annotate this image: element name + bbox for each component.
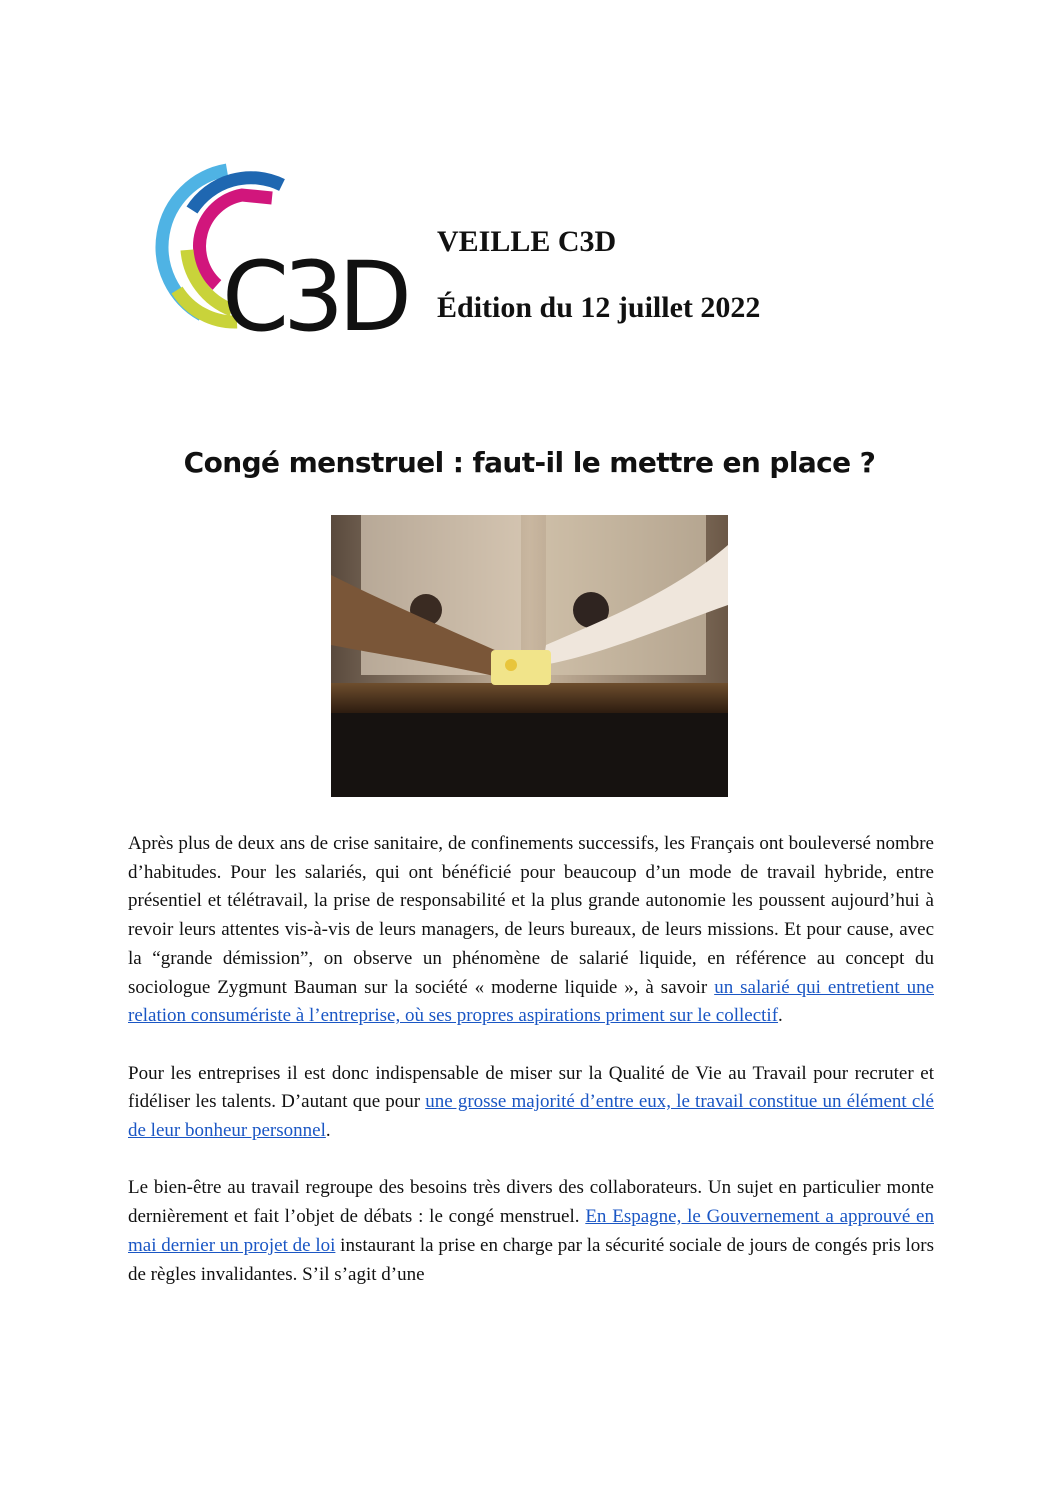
paragraph-3: Le bien-être au travail regroupe des besoins très divers des collaborateurs. Un sujet en particulier monte dernièrement et fait l’objet de débats : le congé menstruel. En Espagne, le Gouvernement a approuvé en mai dernier un projet de loi instaurant la prise en charge par la sécurité sociale de jours de congés pris lors de règles invalidantes. S’il s’agit d’une	[128, 1177, 934, 1285]
paragraph-2: Pour les entreprises il est donc indispensable de miser sur la Qualité de Vie au Travail pour recruter et fidéliser les talents. D’autant que pour une grosse majorité d’entre eux, le travail constitue un élément clé de leur bonheur personnel.	[128, 1062, 934, 1142]
link-espagne-projet-loi[interactable]: En Espagne, le Gouvernement a approuvé en mai dernier un projet de loi	[128, 1206, 934, 1256]
article-body	[128, 830, 934, 1318]
article-title: Congé menstruel : faut-il le mettre en place ?	[183, 446, 876, 479]
logo-text: C3D	[222, 241, 407, 353]
edition-date: Édition du 12 juillet 2022	[437, 291, 761, 324]
paragraph-1: Après plus de deux ans de crise sanitaire, de confinements successifs, les Français ont bouleversé nombre d’habitudes. Pour les salariés, qui ont bénéficié pour beaucoup d’un mode de travail hybride, entre présentiel et télétravail, la prise de responsabilité et la plus grande autonomie les poussent aujourd’hui à revoir leurs attentes vis-à-vis de leurs managers, de leurs bureaux, de leurs missions. Et pour cause, avec la “grande démission”, on observe un phénomène de salarié liquide, en référence au concept du sociologue Zygmunt Bauman sur la société « moderne liquide », à savoir un salarié qui entretient une relation consumériste à l’entreprise, où ses propres aspirations priment sur le collectif.	[128, 833, 934, 1027]
link-bonheur-personnel[interactable]: une grosse majorité d’entre eux, le travail constitue un élément clé de leur bonheur personnel	[128, 1091, 934, 1142]
header-titles	[437, 222, 760, 354]
article-photo	[331, 515, 728, 797]
newsletter-name: VEILLE C3D	[437, 225, 617, 258]
c3d-logo	[132, 150, 407, 360]
link-salarie-liquide[interactable]: un salarié qui entretient une relation consumériste à l’entreprise, où ses propres aspirations priment sur le collectif	[128, 976, 934, 1027]
